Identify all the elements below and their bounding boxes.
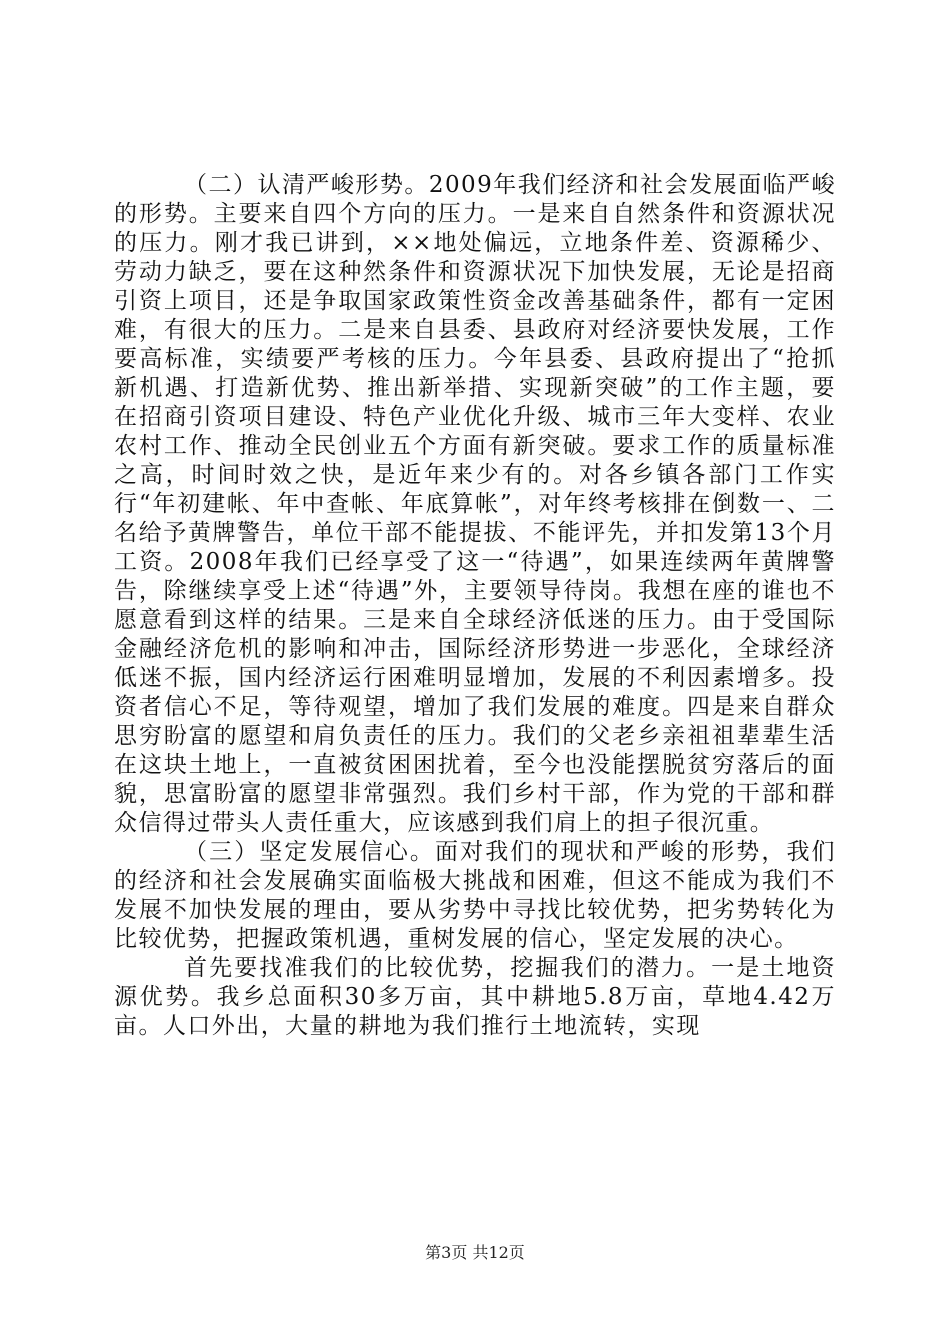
paragraph-advantages: 首先要找准我们的比较优势，挖掘我们的潜力。一是土地资源优势。我乡总面积30多万亩，其中耕地5.8万亩，草地4.42万亩。人口外出，大量的耕地为我们推行土地流转，实现 <box>114 955 836 1039</box>
document-body <box>114 171 836 1041</box>
paragraph-situation: （二）认清严峻形势。2009年我们经济和社会发展面临严峻的形势。主要来自四个方向的压力。一是来自自然条件和资源状况的压力。刚才我已讲到，××地处偏远，立地条件差、资源稀少、劳动力缺乏，要在这种然条件和资源状况下加快发展，无论是招商引资上项目，还是争取国家政策性资金改善基础条件，都有一定困难，有很大的压力。二是来自县委、县政府对经济要快发展，工作要高标准，实绩要严考核的压力。今年县委、县政府提出了“抢抓新机遇、打造新优势、推出新举措、实现新突破”的工作主题，要在招商引资项目建设、特色产业优化升级、城市三年大变样、农业农村工作、推动全民创业五个方面有新突破。要求工作的质量标准之高，时间时效之快，是近年来少有的。对各乡镇各部门工作实行“年初建帐、年中查帐、年底算帐”，对年终考核排在倒数一、二名给予黄牌警告，单位干部不能提拔、不能评先，并扣发第13个月工资。2008年我们已经享受了这一“待遇”，如果连续两年黄牌警告，除继续享受上述“待遇”外，主要领导待岗。我想在座的谁也不愿意看到这样的结果。三是来自全球经济低迷的压力。由于受国际金融经济危机的影响和冲击，国际经济形势进一步恶化，全球经济低迷不振，国内经济运行困难明显增加，发展的不利因素增多。投资者信心不足，等待观望，增加了我们发展的难度。四是来自群众思穷盼富的愿望和肩负责任的压力。我们的父老乡亲祖祖辈辈生活在这块土地上，一直被贫困困扰着，至今也没能摆脱贫穷落后的面貌，思富盼富的愿望非常强烈。我们乡村干部，作为党的干部和群众信得过带头人责任重大，应该感到我们肩上的担子很沉重。 <box>114 172 836 836</box>
page-footer: 第3页 共12页 <box>425 1243 525 1262</box>
paragraph-confidence: （三）坚定发展信心。面对我们的现状和严峻的形势，我们的经济和社会发展确实面临极大挑战和困难，但这不能成为我们不发展不加快发展的理由，要从劣势中寻找比较优势，把劣势转化为比较优势，把握政策机遇，重树发展的信心，坚定发展的决心。 <box>114 839 836 952</box>
